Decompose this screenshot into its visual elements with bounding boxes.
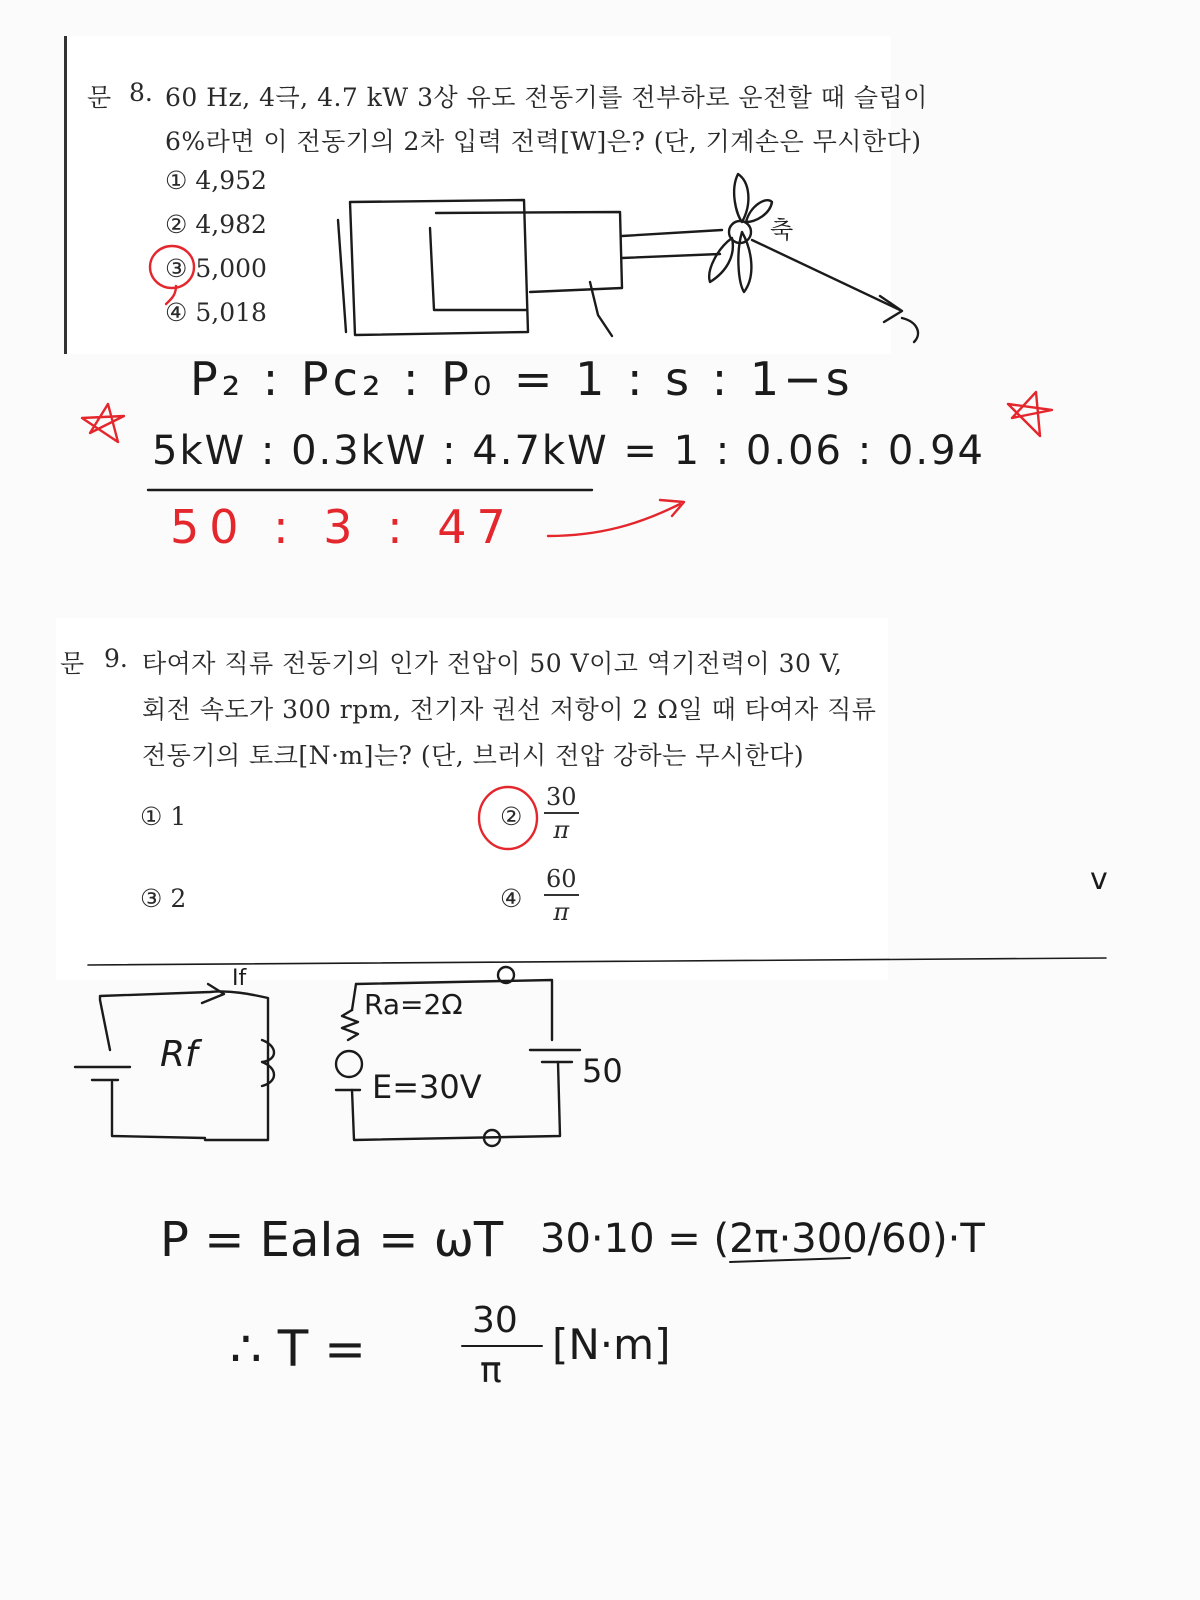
question-line-1: 타여자 직류 전동기의 인가 전압이 50 V이고 역기전력이 30 V, (142, 649, 843, 678)
star-icon (82, 404, 124, 442)
arrow-icon (548, 504, 680, 536)
note-rf-label: Rf (160, 1034, 198, 1075)
note-result-unit: [N·m] (552, 1320, 671, 1369)
note-v-label: 50 (582, 1052, 623, 1090)
answer-circle-q9 (479, 787, 537, 849)
note-ra-label: Ra=2Ω (364, 988, 463, 1021)
choice-mark: ④ (165, 298, 188, 327)
choice-mark: ③ (140, 884, 163, 913)
star-icon (1008, 392, 1052, 436)
note-result-numerator: 30 (472, 1300, 518, 1341)
choice-value: 4,952 (195, 166, 267, 195)
question-line-2: 회전 속도가 300 rpm, 전기자 권선 저항이 2 Ω일 때 타여자 직류 (142, 695, 877, 724)
question-number: 9. (104, 644, 128, 673)
choice-mark: ① (140, 802, 163, 831)
note-red-line: 50 : 3 : 47 (170, 500, 516, 554)
note-shaft-label: 축 (770, 216, 794, 244)
question-prefix: 문 (60, 649, 85, 678)
note-e-label: E=30V (372, 1068, 482, 1106)
choice-value: 1 (170, 802, 187, 831)
note-power-line: 5kW : 0.3kW : 4.7kW = 1 : 0.06 : 0.94 (152, 428, 985, 474)
fraction-denominator: π (553, 816, 570, 844)
note-ratio-line: P₂ : Pc₂ : P₀ = 1 : s : 1−s (190, 352, 854, 406)
note-calc-equation: 30·10 = (2π·300/60)·T (540, 1216, 985, 1262)
note-if-label: If (232, 966, 247, 991)
question-line-3: 전동기의 토크[N·m]는? (단, 브러시 전압 강하는 무시한다) (142, 741, 805, 770)
fraction-numerator: 60 (544, 864, 579, 896)
tick-mark: v (1090, 862, 1108, 897)
answer-circle-q8 (150, 246, 194, 288)
choice-mark: ① (165, 166, 188, 195)
fraction-numerator: 30 (544, 782, 579, 814)
choice-value: 4,982 (195, 210, 267, 239)
choice-mark: ② (165, 210, 188, 239)
choice-value: 5,018 (195, 298, 267, 327)
choice-value: 5,000 (195, 254, 267, 283)
question-number: 8. (129, 78, 153, 107)
note-power-equation: P = EaIa = ωT (160, 1212, 504, 1268)
fraction-denominator: π (553, 898, 570, 926)
question-prefix: 문 (87, 83, 112, 112)
motor-sketch (338, 174, 918, 342)
choice-mark: ④ (500, 884, 523, 913)
question-line-1: 60 Hz, 4극, 4.7 kW 3상 유도 전동기를 전부하로 운전할 때 슬립이 (165, 83, 928, 112)
choice-mark: ② (500, 802, 523, 831)
choice-mark: ③ (165, 254, 188, 283)
question-line-2: 6%라면 이 전동기의 2차 입력 전력[W]은? (단, 기계손은 무시한다) (165, 127, 922, 156)
note-result-prefix: ∴ T = (230, 1320, 367, 1378)
choice-value: 2 (170, 884, 187, 913)
note-result-denominator: π (480, 1350, 502, 1391)
